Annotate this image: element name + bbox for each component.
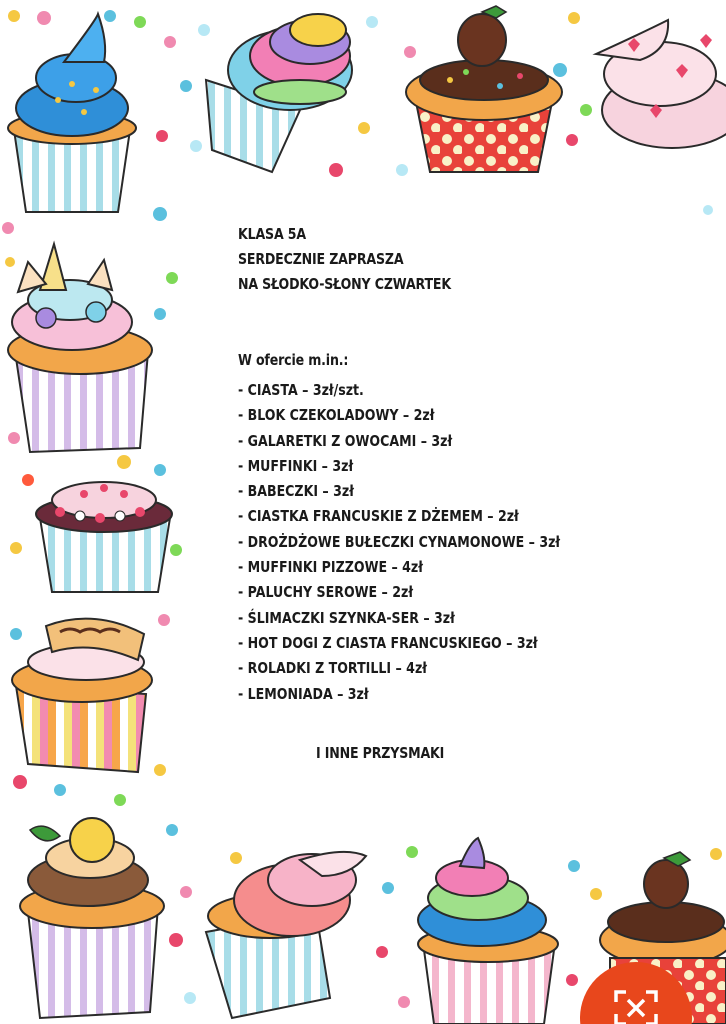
list-item: - MUFFINKI PIZZOWE – 4zł	[238, 558, 423, 577]
cupcake-left-beads	[36, 482, 172, 592]
closing-line: I INNE PRZYSMAKI	[316, 744, 445, 762]
offer-heading: W ofercie m.in.:	[238, 351, 349, 369]
cupcake-bottom-lemon	[20, 818, 164, 1018]
list-item: - GALARETKI Z OWOCAMI – 3zł	[238, 431, 453, 450]
expand-icon	[612, 988, 660, 1024]
cupcake-top-1	[8, 14, 136, 212]
list-item: - DROŻDŻOWE BUŁECZKI CYNAMONOWE – 3zł	[238, 532, 561, 551]
list-item: - LEMONIADA – 3zł	[238, 684, 369, 703]
cupcake-left-unicorn	[8, 244, 152, 452]
class-line: KLASA 5A	[238, 225, 306, 243]
list-item: - MUFFINKI – 3zł	[238, 456, 354, 475]
cupcake-top-3	[406, 6, 562, 172]
cupcake-left-eclair	[12, 619, 152, 772]
list-item: - ROLADKI Z TORTILLI – 4zł	[238, 659, 427, 678]
list-item: - CIASTA – 3zł/szt.	[238, 381, 364, 399]
invite-line: SERDECZNIE ZAPRASZA	[238, 250, 404, 268]
list-item: - ŚLIMACZKI SZYNKA-SER – 3zł	[238, 608, 455, 627]
offer-list	[238, 378, 621, 707]
cupcake-top-2	[206, 14, 352, 172]
list-item: - PALUCHY SEROWE – 2zł	[238, 583, 414, 602]
list-item: - CIASTKA FRANCUSKIE Z DŻEMEM – 2zł	[238, 507, 519, 526]
cupcake-bottom-2	[206, 852, 366, 1018]
list-item: - BLOK CZEKOLADOWY – 2zł	[238, 406, 435, 425]
event-title: NA SŁODKO-SŁONY CZWARTEK	[238, 275, 451, 293]
cupcake-bottom-3	[418, 838, 558, 1024]
cupcake-top-4	[596, 20, 726, 148]
list-item: - BABECZKI – 3zł	[238, 482, 354, 501]
list-item: - HOT DOGI Z CIASTA FRANCUSKIEGO – 3zł	[238, 633, 538, 652]
